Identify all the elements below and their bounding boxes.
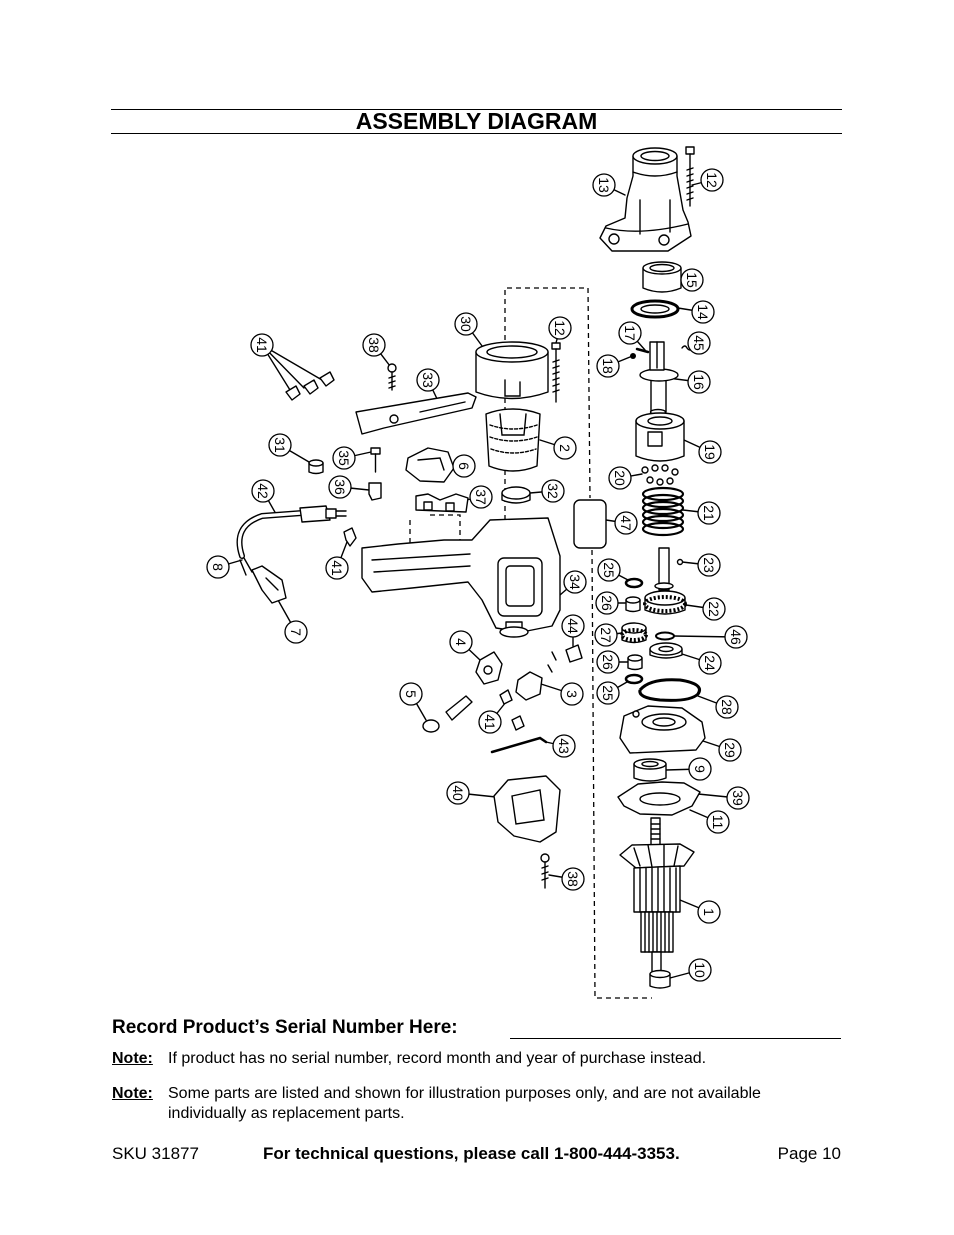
o-ring-part — [640, 680, 700, 701]
note-label: Note: — [112, 1050, 153, 1067]
callout-31 — [269, 434, 291, 456]
callout-12 — [701, 169, 723, 191]
callout-number: 31 — [272, 437, 288, 453]
callout-41 — [251, 334, 273, 356]
callout-44 — [562, 615, 584, 637]
spring-wire-part — [492, 738, 546, 752]
callout-number: 12 — [552, 320, 568, 336]
callout-41 — [326, 557, 348, 579]
callout-number: 38 — [565, 871, 581, 887]
bearing-part — [634, 759, 666, 781]
callout-43 — [553, 735, 575, 757]
callout-20 — [609, 467, 631, 489]
page-title: ASSEMBLY DIAGRAM — [355, 108, 598, 134]
callout-29 — [719, 739, 741, 761]
bearing-small-lower-part — [628, 655, 642, 670]
callout-number: 34 — [567, 574, 583, 590]
note-label: Note: — [112, 1085, 153, 1102]
callout-45 — [688, 332, 710, 354]
field-coil-part — [486, 409, 540, 471]
anvil-part — [636, 413, 684, 461]
callout-number: 28 — [719, 699, 735, 715]
gasket-part — [618, 782, 700, 815]
callout-number: 10 — [692, 962, 708, 978]
callout-number: 7 — [288, 628, 304, 636]
brush-cap-part — [502, 487, 530, 503]
callout-number: 41 — [254, 337, 270, 353]
forward-reverse-part — [476, 652, 502, 684]
callout-number: 18 — [600, 358, 616, 374]
callout-21 — [698, 502, 720, 524]
washer-part — [632, 301, 678, 317]
callout-15 — [681, 269, 703, 291]
callout-number: 46 — [728, 629, 744, 645]
bracket-screw-part — [388, 364, 396, 390]
cord-clamp-part — [369, 483, 381, 500]
brush-holder-part — [548, 645, 582, 672]
callout-number: 27 — [598, 627, 614, 643]
callout-number: 22 — [706, 601, 722, 617]
callout-number: 3 — [564, 690, 580, 698]
callout-number: 23 — [701, 557, 717, 573]
callout-11 — [707, 811, 729, 833]
steel-balls-part — [642, 465, 678, 485]
callout-46 — [725, 626, 747, 648]
bushing-part — [643, 262, 681, 292]
callout-38 — [363, 334, 385, 356]
callout-number: 44 — [565, 618, 581, 634]
callout-8 — [207, 556, 229, 578]
footer-support-phone: For technical questions, please call 1-800-444-3353. — [263, 1144, 680, 1163]
pinion-gear-part — [622, 623, 646, 643]
callout-number: 26 — [599, 595, 615, 611]
callout-34 — [564, 571, 586, 593]
callout-number: 38 — [366, 337, 382, 353]
footer-page-number: Page 10 — [777, 1144, 841, 1163]
callout-26 — [596, 592, 618, 614]
callout-1 — [698, 901, 720, 923]
callout-4 — [450, 631, 472, 653]
callout-number: 42 — [255, 483, 271, 499]
callout-37 — [470, 486, 492, 508]
small-cap-part — [309, 460, 323, 474]
gear-washer-part — [650, 643, 682, 658]
callout-number: 4 — [453, 638, 469, 646]
callout-27 — [595, 624, 617, 646]
callout-number: 15 — [684, 272, 700, 288]
gear-plate-part — [620, 706, 705, 753]
brush-part — [516, 672, 542, 700]
power-cord-part — [240, 506, 347, 556]
switch-part — [416, 494, 468, 512]
callout-26 — [597, 651, 619, 673]
callout-17 — [619, 322, 641, 344]
callout-number: 6 — [456, 462, 472, 470]
serial-number-blank-line — [510, 1038, 841, 1039]
switch-screw-part — [371, 448, 380, 472]
callout-13 — [593, 174, 615, 196]
switch-cover-part — [406, 448, 454, 482]
callout-number: 19 — [702, 444, 718, 460]
snap-ring-part — [656, 633, 674, 640]
callout-5 — [400, 683, 422, 705]
callout-number: 25 — [600, 685, 616, 701]
spindle-part — [640, 342, 678, 415]
callout-35 — [333, 447, 355, 469]
motor-housing-part — [362, 518, 560, 637]
callout-3 — [561, 683, 583, 705]
callout-number: 30 — [458, 316, 474, 332]
callout-10 — [689, 959, 711, 981]
footer-sku: SKU 31877 — [112, 1144, 199, 1163]
sleeve-part — [574, 500, 606, 548]
field-housing-part — [476, 342, 548, 399]
serial-number-label: Record Product’s Serial Number Here: — [112, 1017, 458, 1038]
callout-41 — [479, 711, 501, 733]
callout-number: 41 — [329, 560, 345, 576]
callout-number: 45 — [691, 335, 707, 351]
callout-7 — [285, 621, 307, 643]
callout-23 — [698, 554, 720, 576]
callout-number: 37 — [473, 489, 489, 505]
callout-25 — [598, 559, 620, 581]
gear-housing-part — [600, 148, 691, 251]
callout-16 — [688, 371, 710, 393]
callout-number: 24 — [702, 655, 718, 671]
callout-number: 36 — [332, 479, 348, 495]
end-cover-part — [494, 776, 560, 842]
callout-33 — [417, 369, 439, 391]
callout-number: 2 — [557, 444, 573, 452]
callout-number: 16 — [691, 374, 707, 390]
callout-24 — [699, 652, 721, 674]
callout-number: 33 — [420, 372, 436, 388]
callout-number: 32 — [545, 483, 561, 499]
callout-number: 43 — [556, 738, 572, 754]
hammer-shaft-part — [655, 548, 683, 590]
cover-screw-part — [541, 854, 549, 888]
callout-number: 12 — [704, 172, 720, 188]
callout-39 — [727, 787, 749, 809]
callout-32 — [542, 480, 564, 502]
pin-part — [637, 349, 648, 352]
callout-36 — [329, 476, 351, 498]
callout-6 — [453, 455, 475, 477]
callout-22 — [703, 598, 725, 620]
callout-number: 11 — [710, 814, 726, 830]
callout-9 — [689, 758, 711, 780]
armature-bearing-part — [650, 971, 670, 989]
callout-14 — [692, 301, 714, 323]
callout-number: 29 — [722, 742, 738, 758]
callout-number: 40 — [450, 785, 466, 801]
callout-number: 8 — [210, 563, 226, 571]
steel-ball-part — [630, 353, 636, 359]
callout-number: 41 — [482, 714, 498, 730]
field-screw-part — [552, 343, 560, 402]
housing-screw-part — [686, 147, 694, 206]
callout-28 — [716, 696, 738, 718]
callout-number: 17 — [622, 325, 638, 341]
callout-18 — [597, 355, 619, 377]
callout-number: 14 — [695, 304, 711, 320]
callout-number: 20 — [612, 470, 628, 486]
callout-42 — [252, 480, 274, 502]
callout-number: 25 — [601, 562, 617, 578]
plug-part — [252, 566, 286, 603]
note-text: If product has no serial number, record month and year of purchase instead. — [168, 1050, 707, 1067]
bearing-small-upper-part — [626, 597, 640, 612]
callout-47 — [615, 512, 637, 534]
callout-25 — [597, 682, 619, 704]
armature-part — [620, 818, 694, 972]
callout-number: 5 — [403, 690, 419, 698]
ring-lower-part — [626, 675, 642, 683]
callout-2 — [554, 437, 576, 459]
callout-38 — [562, 868, 584, 890]
callout-19 — [699, 441, 721, 463]
callout-number: 26 — [600, 654, 616, 670]
callout-number: 21 — [701, 505, 717, 521]
main-spring-part — [643, 488, 683, 535]
callout-30 — [455, 313, 477, 335]
note-text: Some parts are listed and shown for illustration purposes only, and are not available individually as replacement parts. — [168, 1085, 761, 1122]
knob-part — [423, 696, 472, 732]
callout-number: 13 — [596, 177, 612, 193]
callout-number: 39 — [730, 790, 746, 806]
callout-40 — [447, 782, 469, 804]
callout-number: 47 — [618, 515, 634, 531]
callout-number: 1 — [701, 908, 717, 916]
bracket-plate-part — [356, 393, 476, 434]
callout-number: 35 — [336, 450, 352, 466]
main-gear-part — [645, 591, 685, 614]
ring-upper-part — [626, 579, 642, 587]
callout-12 — [549, 317, 571, 339]
callout-number: 9 — [692, 765, 708, 773]
